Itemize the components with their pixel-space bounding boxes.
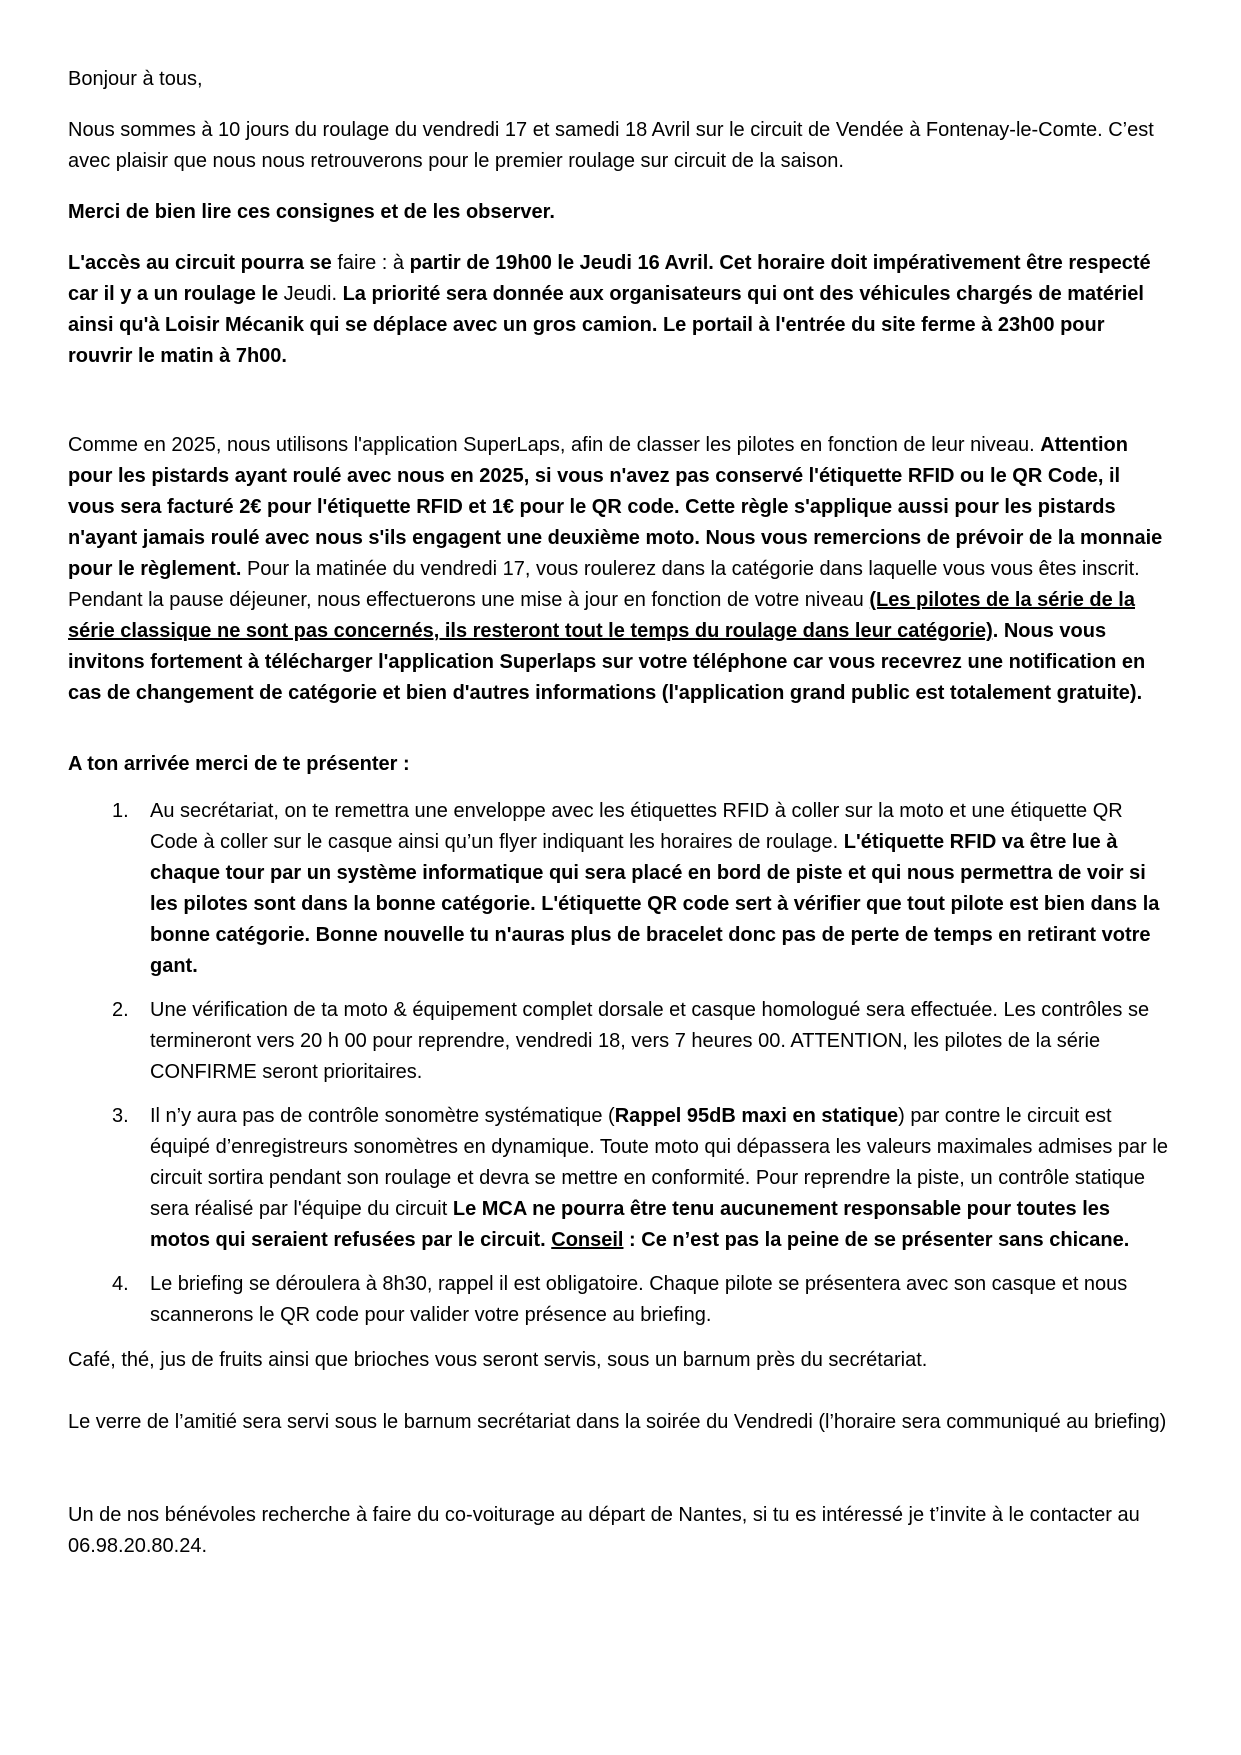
list-item-number: 4.: [112, 1273, 129, 1295]
list-item-text: Au secrétariat, on te remettra une enveloppe avec les étiquettes RFID à coller sur la moto et une étiquette QR Code à coller sur le casque ainsi qu’un flyer indiquant les horaires de roulage. L'étiquette RFID va être lue à chaque tour par un système informatique qui sera placé en bord de piste et qui nous permettra de voir si les pilotes sont dans la bonne catégorie. L'étiquette QR code sert à vérifier que tout pilote est bien dans la bonne catégorie. Bonne nouvelle tu n'auras plus de bracelet donc pas de perte de temps en retirant votre gant.: [150, 800, 1160, 977]
greeting-paragraph: Bonjour à tous,: [68, 68, 203, 90]
superlaps-paragraph: Comme en 2025, nous utilisons l'application SuperLaps, afin de classer les pilotes en fonction de leur niveau. Attention pour les pistards ayant roulé avec nous en 2025, si vous n'avez pas conservé l'étiquette RFID ou le QR Code, il vous sera facturé 2€ pour l'étiquette RFID et 1€ pour le QR code. Cette règle s'applique aussi pour les pistards n'ayant jamais roulé avec nous s'ils engagent une deuxième moto. Nous vous remercions de prévoir de la monnaie pour le règlement. Pour la matinée du vendredi 17, vous roulerez dans la catégorie dans laquelle vous vous êtes inscrit. Pendant la pause déjeuner, nous effectuerons une mise à jour en fonction de votre niveau (Les pilotes de la série de la série classique ne sont pas concernés, ils resteront tout le temps du roulage dans leur catégorie). Nous vous invitons fortement à télécharger l'application Superlaps sur votre téléphone car vous recevrez une notification en cas de changement de catégorie et bien d'autres informations (l'application grand public est totalement gratuite).: [68, 434, 1163, 704]
toast-paragraph: Le verre de l’amitié sera servi sous le barnum secrétariat dans la soirée du Vendredi (l’horaire sera communiqué au briefing): [68, 1411, 1167, 1433]
checklist-item-3: [68, 1101, 1171, 1256]
list-item-number: 3.: [112, 1105, 129, 1127]
arrival-checklist: [68, 796, 1171, 1331]
checklist-item-2: [68, 995, 1171, 1088]
list-item-text: Le briefing se déroulera à 8h30, rappel il est obligatoire. Chaque pilote se présentera avec son casque et nous scannerons le QR code pour valider votre présence au briefing.: [150, 1273, 1128, 1326]
refreshments-paragraph: Café, thé, jus de fruits ainsi que brioches vous seront servis, sous un barnum près du secrétariat.: [68, 1349, 928, 1371]
intro-paragraph: Nous sommes à 10 jours du roulage du vendredi 17 et samedi 18 Avril sur le circuit de Vendée à Fontenay-le-Comte. C’est avec plaisir que nous nous retrouverons pour le premier roulage sur circuit de la saison.: [68, 119, 1154, 172]
list-item-text: Il n’y aura pas de contrôle sonomètre systématique (Rappel 95dB maxi en statique) par contre le circuit est équipé d’enregistreurs sonomètres en dynamique. Toute moto qui dépassera les valeurs maximales admises par le circuit sortira pendant son roulage et devra se mettre en conformité. Pour reprendre la piste, un contrôle statique sera réalisé par l'équipe du circuit Le MCA ne pourra être tenu aucunement responsable pour toutes les motos qui seraient refusées par le circuit. Conseil : Ce n’est pas la peine de se présenter sans chicane.: [150, 1105, 1168, 1251]
checklist-item-1: [68, 796, 1171, 982]
carpool-paragraph: Un de nos bénévoles recherche à faire du co-voiturage au départ de Nantes, si tu es intéressé je t’invite à le contacter au 06.98.20.80.24.: [68, 1504, 1140, 1557]
list-item-number: 2.: [112, 999, 129, 1021]
arrival-heading: A ton arrivée merci de te présenter :: [68, 753, 410, 775]
circuit-access-paragraph: L'accès au circuit pourra se faire : à partir de 19h00 le Jeudi 16 Avril. Cet horaire doit impérativement être respecté car il y a un roulage le Jeudi. La priorité sera donnée aux organisateurs qui ont des véhicules chargés de matériel ainsi qu'à Loisir Mécanik qui se déplace avec un gros camion. Le portail à l'entrée du site ferme à 23h00 pour rouvrir le matin à 7h00.: [68, 252, 1151, 367]
list-item-text: Une vérification de ta moto & équipement complet dorsale et casque homologué sera effectuée. Les contrôles se termineront vers 20 h 00 pour reprendre, vendredi 18, vers 7 heures 00. ATTENTION, les pilotes de la série CONFIRME seront prioritaires.: [150, 999, 1150, 1083]
read-notice-paragraph: Merci de bien lire ces consignes et de les observer.: [68, 201, 555, 223]
list-item-number: 1.: [112, 800, 129, 822]
checklist-item-4: [68, 1269, 1171, 1331]
